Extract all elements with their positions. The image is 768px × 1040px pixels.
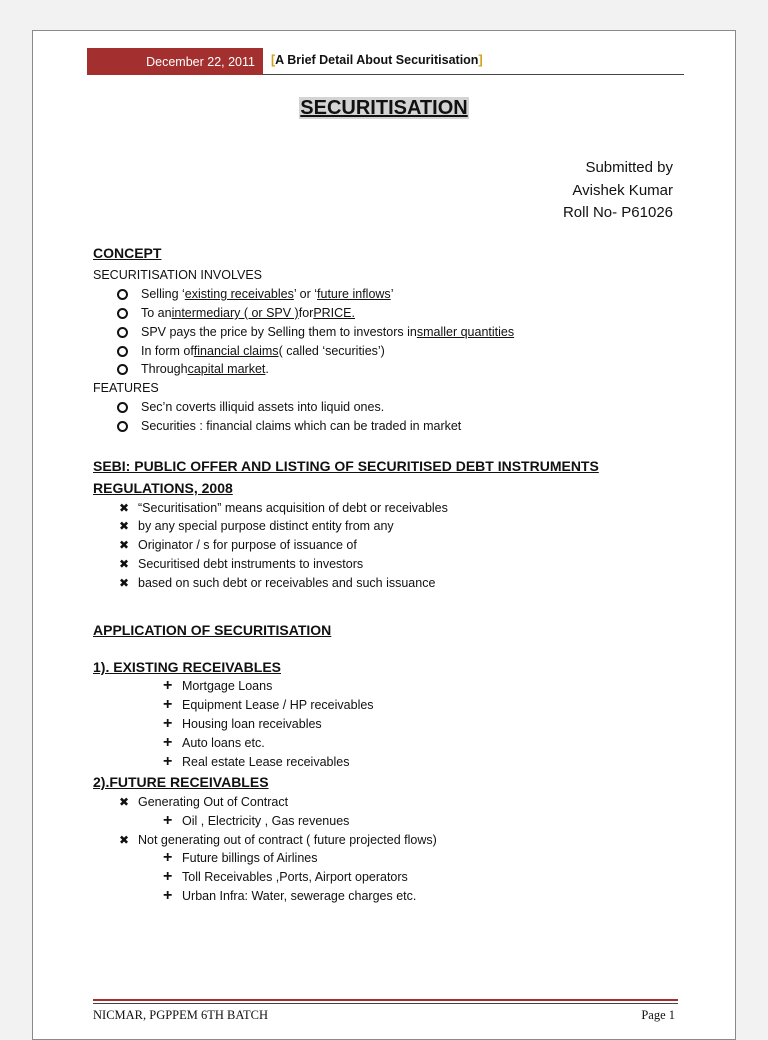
plus-bullet-icon: + — [163, 849, 173, 866]
cross-bullet-icon: ✖ — [119, 538, 130, 552]
circle-bullet-icon — [117, 364, 128, 375]
plus-bullet-icon: + — [163, 696, 173, 713]
roll-number: Roll No- P61026 — [562, 204, 673, 221]
author-name: Avishek Kumar — [572, 181, 673, 199]
list-item: Sec’n coverts illiquid assets into liquid ones. — [117, 400, 384, 414]
circle-bullet-icon — [117, 289, 128, 300]
cross-bullet-icon: ✖ — [119, 833, 130, 847]
circle-bullet-icon — [117, 421, 128, 432]
submitted-block — [563, 157, 673, 225]
list-item: SPV pays the price by Selling them to investors in smaller quantities — [117, 325, 514, 339]
list-item: + Mortgage Loans — [163, 677, 273, 694]
cross-bullet-icon: ✖ — [119, 576, 130, 590]
list-item: + Auto loans etc. — [163, 734, 265, 751]
cross-bullet-icon: ✖ — [119, 519, 130, 533]
footer-rule — [93, 1003, 678, 1004]
list-item: In form of financial claims ( called ‘securities’) — [117, 344, 385, 358]
features-label: FEATURES — [93, 381, 159, 395]
document-page — [32, 30, 736, 1040]
circle-bullet-icon — [117, 327, 128, 338]
list-item: + Oil , Electricity , Gas revenues — [163, 812, 350, 829]
footer-left: NICMAR, PGPPEM 6TH BATCH — [93, 1008, 269, 1022]
header-title-text: A Brief Detail About Securitisation — [275, 53, 479, 67]
list-item: Selling ‘ existing receivables ’ or ‘ future inflows ’ — [117, 287, 393, 301]
submitted-by: Submitted by — [585, 159, 673, 176]
plus-bullet-icon: + — [163, 677, 173, 694]
header-title — [271, 53, 483, 67]
cross-bullet-icon: ✖ — [119, 501, 130, 515]
list-item: + Urban Infra: Water, sewerage charges etc. — [163, 887, 417, 904]
circle-bullet-icon — [117, 402, 128, 413]
cross-bullet-icon: ✖ — [119, 557, 130, 571]
list-item: ✖ by any special purpose distinct entity from any — [119, 519, 394, 533]
header-date: December 22, 2011 — [87, 48, 263, 75]
list-item: Securities : financial claims which can be traded in market — [117, 419, 461, 433]
plus-bullet-icon: + — [163, 812, 173, 829]
list-item: ✖ Not generating out of contract ( future projected flows) — [119, 833, 437, 847]
circle-bullet-icon — [117, 346, 128, 357]
list-item: ✖ Securitised debt instruments to investors — [119, 557, 364, 571]
list-item: ✖ Originator / s for purpose of issuance of — [119, 538, 357, 552]
list-item: ✖ “Securitisation” means acquisition of debt or receivables — [119, 501, 448, 515]
concept-heading: CONCEPT — [93, 245, 162, 261]
page-header — [87, 48, 684, 75]
list-item: + Housing loan receivables — [163, 715, 322, 732]
application-heading: APPLICATION OF SECURITISATION — [93, 622, 332, 638]
footer-rule-accent — [93, 999, 678, 1001]
plus-bullet-icon: + — [163, 887, 173, 904]
plus-bullet-icon: + — [163, 734, 173, 751]
involves-label: SECURITISATION INVOLVES — [93, 268, 263, 282]
list-item: ✖ based on such debt or receivables and such issuance — [119, 576, 436, 590]
sebi-heading-line1: SEBI: PUBLIC OFFER AND LISTING OF SECURITISED DEBT INSTRUMENTS — [93, 458, 599, 474]
list-item: + Future billings of Airlines — [163, 849, 318, 866]
page-number: Page 1 — [641, 1008, 675, 1022]
list-item: + Equipment Lease / HP receivables — [163, 696, 374, 713]
circle-bullet-icon — [117, 308, 128, 319]
cross-bullet-icon: ✖ — [119, 795, 130, 809]
list-item: To an intermediary ( or SPV ) for PRICE. — [117, 306, 355, 320]
list-item: + Real estate Lease receivables — [163, 753, 350, 770]
header-rule — [263, 74, 684, 75]
document-title-text: SECURITISATION — [300, 97, 468, 119]
header-bracket-open: [ — [271, 53, 276, 67]
list-item: ✖ Generating Out of Contract — [119, 795, 289, 809]
header-bracket-close: ] — [478, 53, 483, 67]
list-item: + Toll Receivables ,Ports, Airport operators — [163, 868, 408, 885]
plus-bullet-icon: + — [163, 753, 173, 770]
plus-bullet-icon: + — [163, 715, 173, 732]
document-title — [33, 97, 735, 120]
sebi-heading-line2: REGULATIONS, 2008 — [93, 480, 233, 496]
future-receivables-heading: 2).FUTURE RECEIVABLES — [93, 774, 269, 790]
existing-receivables-heading: 1). EXISTING RECEIVABLES — [93, 659, 281, 675]
list-item: Through capital market . — [117, 362, 269, 376]
plus-bullet-icon: + — [163, 868, 173, 885]
